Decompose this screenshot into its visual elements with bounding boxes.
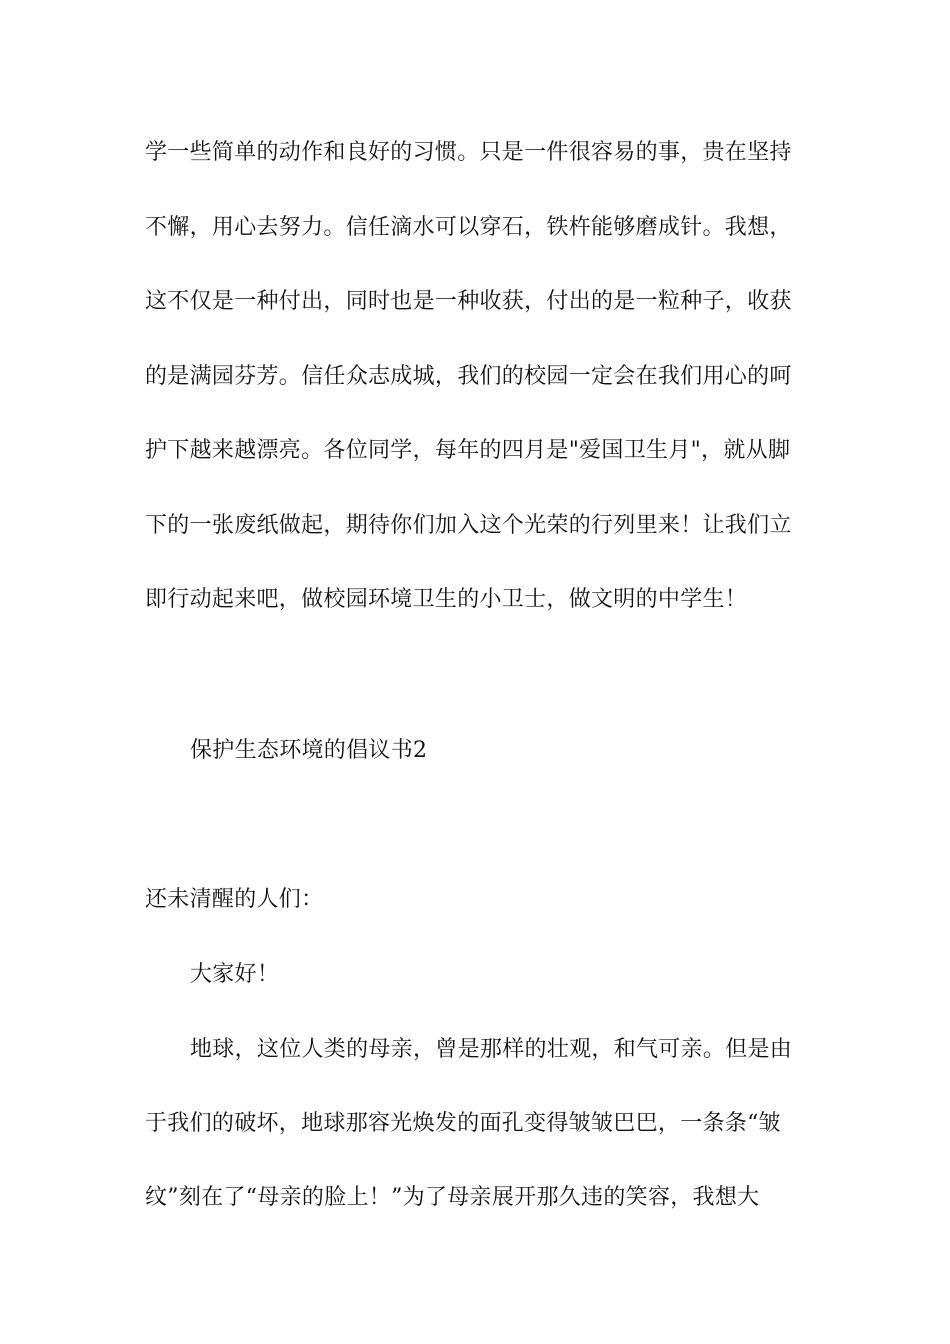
body-text-line: 的是满园芬芳。信任众志成城，我们的校园一定会在我们用心的呵 [145,364,792,389]
greeting: 大家好！ [190,962,280,987]
body-text-line: 护下越来越漂亮。各位同学，每年的四月是"爱国卫生月"，就从脚 [145,438,791,463]
body-text-line: 学一些简单的动作和良好的习惯。只是一件很容易的事，贵在坚持 [145,140,792,165]
salutation: 还未清醒的人们： [145,887,324,912]
body-text-line: 纹”刻在了“母亲的脸上！”为了母亲展开那久违的笑容，我想大 [145,1185,760,1210]
body-text-line: 于我们的破坏，地球那容光焕发的面孔变得皱皱巴巴，一条条“皱 [145,1111,781,1136]
body-text-line: 这不仅是一种付出，同时也是一种收获，付出的是一粒种子，收获 [145,289,792,314]
body-text-line: 即行动起来吧，做校园环境卫生的小卫士，做文明的中学生！ [145,587,748,612]
body-text-line: 地球，这位人类的母亲，曾是那样的壮观，和气可亲。但是由 [190,1037,793,1062]
body-text-line: 不懈，用心去努力。信任滴水可以穿石，铁杵能够磨成针。我想， [145,215,792,240]
section-title: 保护生态环境的倡议书2 [190,738,428,763]
body-text-line: 下的一张废纸做起，期待你们加入这个光荣的行列里来！让我们立 [145,513,792,538]
